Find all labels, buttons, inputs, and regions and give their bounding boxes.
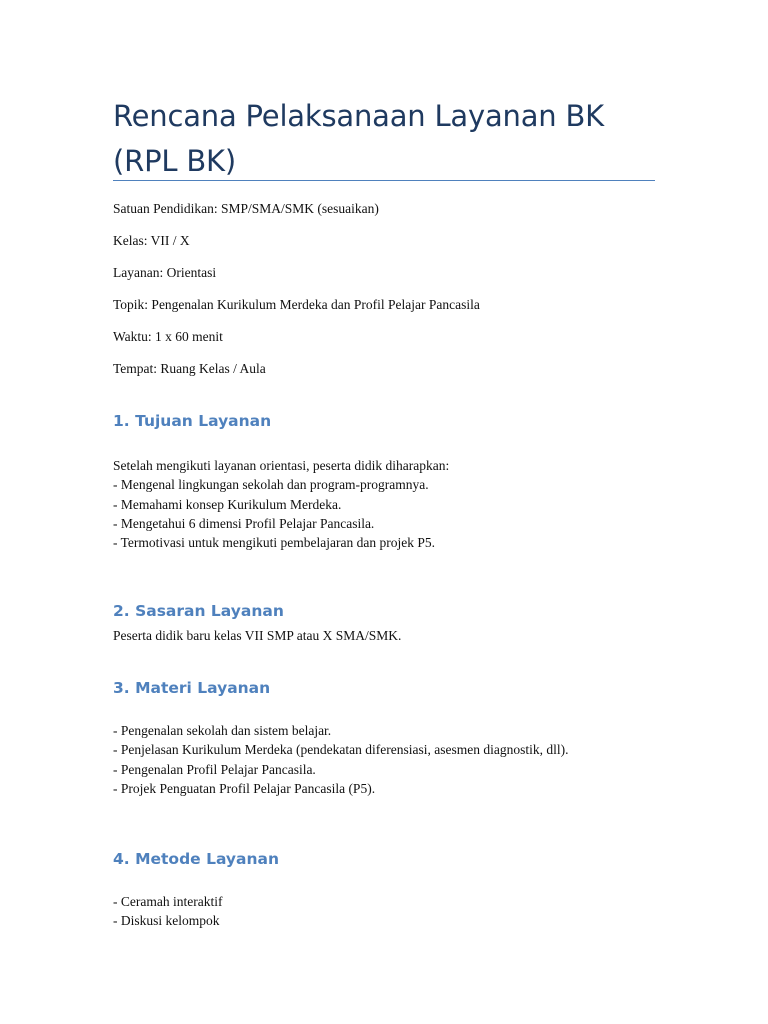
body-line: - Projek Penguatan Profil Pelajar Pancasila (P5).	[113, 780, 376, 796]
section-body-metode	[113, 892, 222, 931]
body-line: - Pengenalan sekolah dan sistem belajar.	[113, 723, 332, 738]
meta-kelas: Kelas: VII / X	[113, 233, 190, 248]
meta-waktu: Waktu: 1 x 60 menit	[113, 329, 223, 344]
section-heading-sasaran: 2. Sasaran Layanan	[113, 602, 284, 620]
section-body-materi	[113, 721, 569, 798]
section-heading-materi: 3. Materi Layanan	[113, 679, 271, 697]
body-line: - Penjelasan Kurikulum Merdeka (pendekatan diferensiasi, asesmen diagnostik, dll).	[113, 742, 569, 758]
body-line: - Pengenalan Profil Pelajar Pancasila.	[113, 761, 316, 777]
body-line: Peserta didik baru kelas VII SMP atau X SMA/SMK.	[113, 628, 402, 643]
section-heading-metode: 4. Metode Layanan	[113, 850, 280, 868]
title-divider	[113, 180, 655, 181]
section-body-tujuan	[113, 456, 449, 552]
body-line: Setelah mengikuti layanan orientasi, peserta didik diharapkan:	[113, 458, 450, 473]
meta-tempat: Tempat: Ruang Kelas / Aula	[113, 361, 266, 376]
meta-topik: Topik: Pengenalan Kurikulum Merdeka dan Profil Pelajar Pancasila	[113, 297, 480, 312]
body-line: - Termotivasi untuk mengikuti pembelajaran dan projek P5.	[113, 535, 435, 551]
document-title: Rencana Pelaksanaan Layanan BK (RPL BK)	[113, 99, 604, 178]
section-body-sasaran	[113, 626, 401, 645]
meta-satuan-pendidikan: Satuan Pendidikan: SMP/SMA/SMK (sesuaikan)	[113, 201, 379, 216]
section-heading-tujuan: 1. Tujuan Layanan	[113, 412, 272, 430]
body-line: - Memahami konsep Kurikulum Merdeka.	[113, 496, 342, 512]
body-line: - Mengetahui 6 dimensi Profil Pelajar Pancasila.	[113, 515, 375, 531]
meta-layanan: Layanan: Orientasi	[113, 265, 217, 280]
body-line: - Mengenal lingkungan sekolah dan program-programnya.	[113, 477, 429, 493]
body-line: - Diskusi kelompok	[113, 913, 220, 929]
body-line: - Ceramah interaktif	[113, 894, 223, 909]
